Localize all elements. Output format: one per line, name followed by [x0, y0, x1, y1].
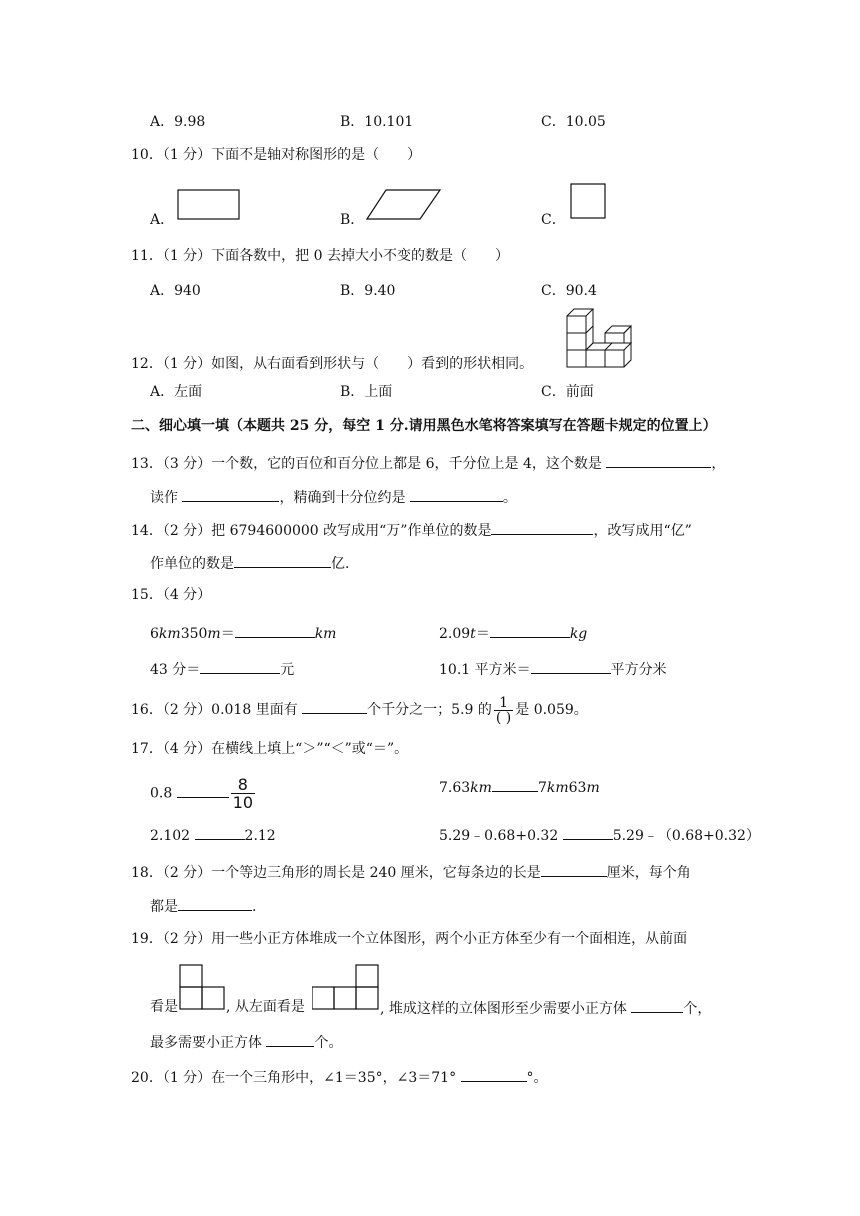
q9-option-c: C．10.05 [541, 114, 606, 130]
answer-blank[interactable] [563, 824, 613, 840]
q17-text: 2.102 [150, 828, 195, 844]
fraction-numerator: 8 [231, 776, 255, 794]
q11-option-a: A．940 [150, 283, 201, 299]
answer-blank[interactable] [490, 622, 570, 638]
answer-blank[interactable] [461, 1066, 527, 1082]
q13-text: 读作 [150, 490, 183, 506]
unit-t: t [470, 626, 476, 642]
q15-item-a [150, 622, 336, 644]
unit-m: m [207, 626, 221, 642]
unit-m: m [586, 780, 600, 796]
answer-blank[interactable] [410, 486, 503, 502]
unit-kg: kg [569, 626, 588, 642]
q17-item-b [439, 776, 600, 798]
q15-text: 平方分米 [610, 662, 667, 678]
q13-text: 13．（3 分）一个数，它的百位和百分位上都是 6，千分位上是 4，这个数是 [131, 456, 607, 472]
q14-line1 [131, 519, 692, 541]
q14-line2 [150, 552, 349, 574]
q12-option-b: B．上面 [340, 384, 393, 400]
rectangle-figure [177, 189, 241, 221]
answer-blank[interactable] [541, 861, 607, 877]
q20-text: °。 [526, 1070, 548, 1086]
q17-text: 0.8 [150, 785, 177, 802]
q12-option-a: A．左面 [150, 384, 203, 400]
q19-text: 看是 [150, 999, 178, 1015]
q20-line [131, 1066, 548, 1088]
q19-line1: 19．（2 分）用一些小正方体堆成一个立体图形，两个小正方体至少有一个面相连，从前面 [131, 931, 688, 947]
q18-text: 厘米，每个角 [606, 865, 691, 881]
q14-text: 作单位的数是 [150, 556, 234, 572]
q15-text: 2.09 [439, 626, 471, 642]
q18-text: 都是 [150, 899, 178, 915]
fraction [231, 776, 255, 811]
q18-text: 18．（2 分）一个等边三角形的周长是 240 厘米，它每条边的长是 [131, 865, 541, 881]
square-figure [570, 183, 608, 221]
answer-blank[interactable] [531, 658, 611, 674]
q19-text: 个。 [314, 1035, 343, 1051]
q10-stem: 10．（1 分）下面不是轴对称图形的是（ ） [131, 147, 422, 163]
q17-text: 5.29﹣0.68+0.32 [439, 828, 563, 844]
answer-blank[interactable] [491, 519, 593, 535]
q16-text: 是 0.059。 [515, 702, 588, 718]
fraction [494, 696, 513, 725]
q15-text: 6 [150, 626, 159, 642]
q17-text: 5.29﹣（0.68+0.32） [612, 828, 760, 844]
answer-blank[interactable] [492, 776, 538, 792]
q9-option-a: A．9.98 [150, 114, 206, 130]
answer-blank[interactable] [606, 452, 711, 468]
answer-blank[interactable] [182, 486, 279, 502]
q9-option-b: B．10.101 [340, 114, 414, 130]
q15-text: 350 [180, 626, 208, 642]
q19-text: , 堆成这样的立体图形至少需要小正方体 [380, 1001, 632, 1017]
q18-line1 [131, 861, 691, 883]
answer-blank[interactable] [234, 552, 331, 568]
q15-text: 10.1 平方米＝ [439, 662, 531, 678]
q19-text: 最多需要小正方体 [150, 1035, 267, 1051]
q13-text: ，精确到十分位约是 [279, 490, 410, 506]
q15-text: ＝ [475, 626, 490, 642]
fraction-numerator: 1 [494, 696, 513, 711]
q20-text: 20．（1 分）在一个三角形中，∠1＝35°，∠3＝71° [131, 1070, 461, 1086]
answer-blank[interactable] [235, 622, 315, 638]
unit-km: km [158, 626, 181, 642]
answer-blank[interactable] [177, 782, 229, 798]
q16-line [131, 693, 588, 727]
q19-text: , 从左面看是 [226, 999, 305, 1015]
cube-stack-figure [565, 307, 640, 371]
q11-option-c: C．90.4 [541, 283, 597, 299]
q10-option-c: C． [541, 212, 566, 228]
unit-km: km [314, 626, 337, 642]
q13-text: ， [711, 456, 726, 472]
q19-text: 个， [683, 1001, 712, 1017]
answer-blank[interactable] [631, 997, 683, 1013]
q15-text: ＝ [220, 626, 235, 642]
q13-text: 。 [502, 490, 517, 506]
q12-stem: 12．（1 分）如图，从右面看到形状与（ ）看到的形状相同。 [131, 356, 534, 372]
q11-option-b: B．9.40 [340, 283, 396, 299]
q15-item-b [439, 622, 587, 644]
answer-blank[interactable] [266, 1031, 314, 1047]
q15-item-c [150, 658, 294, 680]
q19-line3 [150, 1031, 342, 1053]
answer-blank[interactable] [302, 698, 367, 714]
q11-stem: 11．（1 分）下面各数中，把 0 去掉大小不变的数是（ ） [131, 248, 509, 264]
q16-text: 16．（2 分）0.018 里面有 [131, 702, 303, 718]
q14-text: 亿. [331, 556, 350, 572]
q12-option-c: C．前面 [541, 384, 594, 400]
front-view-figure [178, 963, 226, 1010]
unit-km: km [470, 780, 492, 796]
q15-stem: 15．（4 分） [131, 587, 212, 603]
q15-text: 43 分＝ [150, 662, 201, 678]
q17-stem: 17．（4 分）在横线上填上“＞”“＜”或“＝”。 [131, 741, 409, 757]
q14-text: 14．（2 分）把 6794600000 改写成用“万”作单位的数是 [131, 523, 492, 539]
q18-text: . [252, 899, 257, 915]
q17-item-c [150, 824, 276, 846]
q10-option-b: B． [340, 212, 365, 228]
q17-item-a [150, 776, 257, 811]
left-view-figure [312, 963, 380, 1010]
fraction-denominator: 10 [232, 793, 254, 812]
answer-blank[interactable] [195, 824, 245, 840]
section-heading: 二、细心填一填（本题共 25 分，每空 1 分.请用黑色水笔将答案填写在答题卡规定的位置上） [131, 418, 717, 434]
q15-text: 元 [280, 662, 295, 678]
q17-text: 63 [568, 780, 587, 796]
q17-text: 7.63 [439, 780, 471, 796]
q19-line2-rest [380, 997, 711, 1019]
answer-blank[interactable] [200, 658, 280, 674]
q13-line2 [150, 486, 517, 508]
q13-line1 [131, 452, 725, 474]
q10-option-a: A． [150, 212, 175, 228]
q16-text: 个千分之一；5.9 的 [367, 702, 492, 718]
q17-text: 7 [537, 780, 547, 796]
q17-text: 2.12 [244, 828, 276, 844]
q15-item-d [439, 658, 667, 680]
q14-text: ，改写成用“亿” [593, 523, 692, 539]
unit-km: km [546, 780, 569, 796]
parallelogram-figure [366, 189, 442, 221]
answer-blank[interactable] [178, 895, 252, 911]
q17-item-d [439, 824, 760, 846]
q18-line2 [150, 895, 256, 917]
fraction-denominator[interactable]: ( ) [495, 709, 512, 726]
